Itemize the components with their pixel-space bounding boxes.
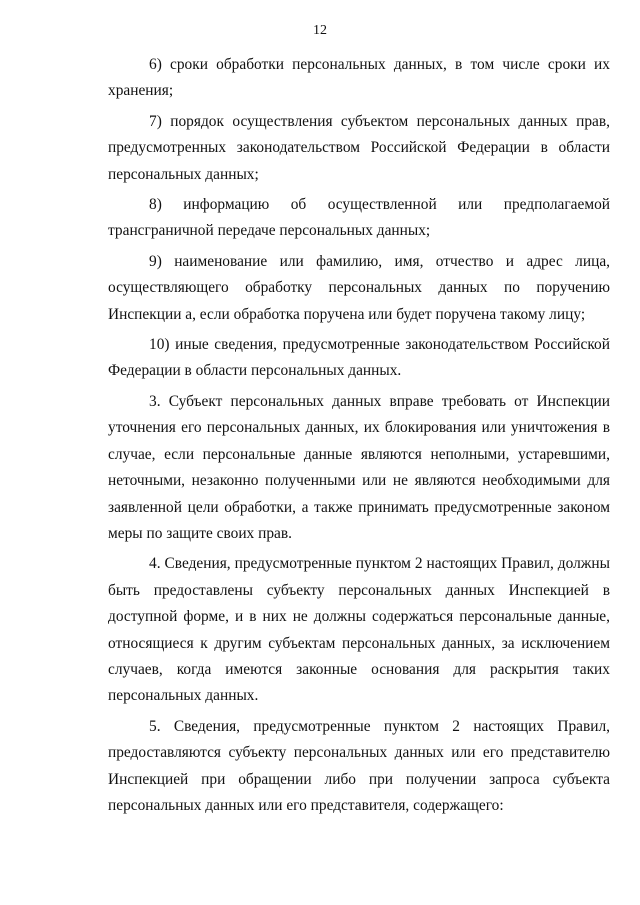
paragraph-clause-4: 4. Сведения, предусмотренные пунктом 2 настоящих Правил, должны быть предоставлены субъекту персональных данных Инспекцией в доступной форме, и в них не должны содержаться персональные данные, относящиеся к другим субъектам персональных данных, за исключением случаев, когда имеются законные основания для раскрытия таких персональных данных.	[108, 555, 610, 705]
paragraph-item-9: 9) наименование или фамилию, имя, отчество и адрес лица, осуществляющего обработку персональных данных по поручению Инспекции а, если обработка поручена или будет поручена такому лицу;	[108, 252, 610, 323]
paragraph-item-6: 6) сроки обработки персональных данных, в том числе сроки их хранения;	[108, 56, 610, 100]
paragraph-clause-5: 5. Сведения, предусмотренные пунктом 2 настоящих Правил, предоставляются субъекту персональных данных или его представителю Инспекцией при обращении либо при получении запроса субъекта персональных данных или его представителя, содержащего:	[108, 717, 610, 814]
page-number: 12	[313, 23, 327, 38]
paragraph-item-7: 7) порядок осуществления субъектом персональных данных прав, предусмотренных законодательством Российской Федерации в области персональных данных;	[108, 112, 610, 183]
paragraph-item-10: 10) иные сведения, предусмотренные законодательством Российской Федерации в области персональных данных.	[108, 336, 610, 380]
paragraph-item-8: 8) информацию об осуществленной или предполагаемой трансграничной передаче персональных данных;	[108, 196, 610, 240]
paragraph-clause-3: 3. Субъект персональных данных вправе требовать от Инспекции уточнения его персональных данных, их блокирования или уничтожения в случае, если персональные данные являются неполными, устаревшими, неточными, незаконно полученными или не являются необходимыми для заявленной цели обработки, а также принимать предусмотренные законом меры по защите своих прав.	[108, 392, 610, 542]
document-body	[108, 52, 610, 819]
